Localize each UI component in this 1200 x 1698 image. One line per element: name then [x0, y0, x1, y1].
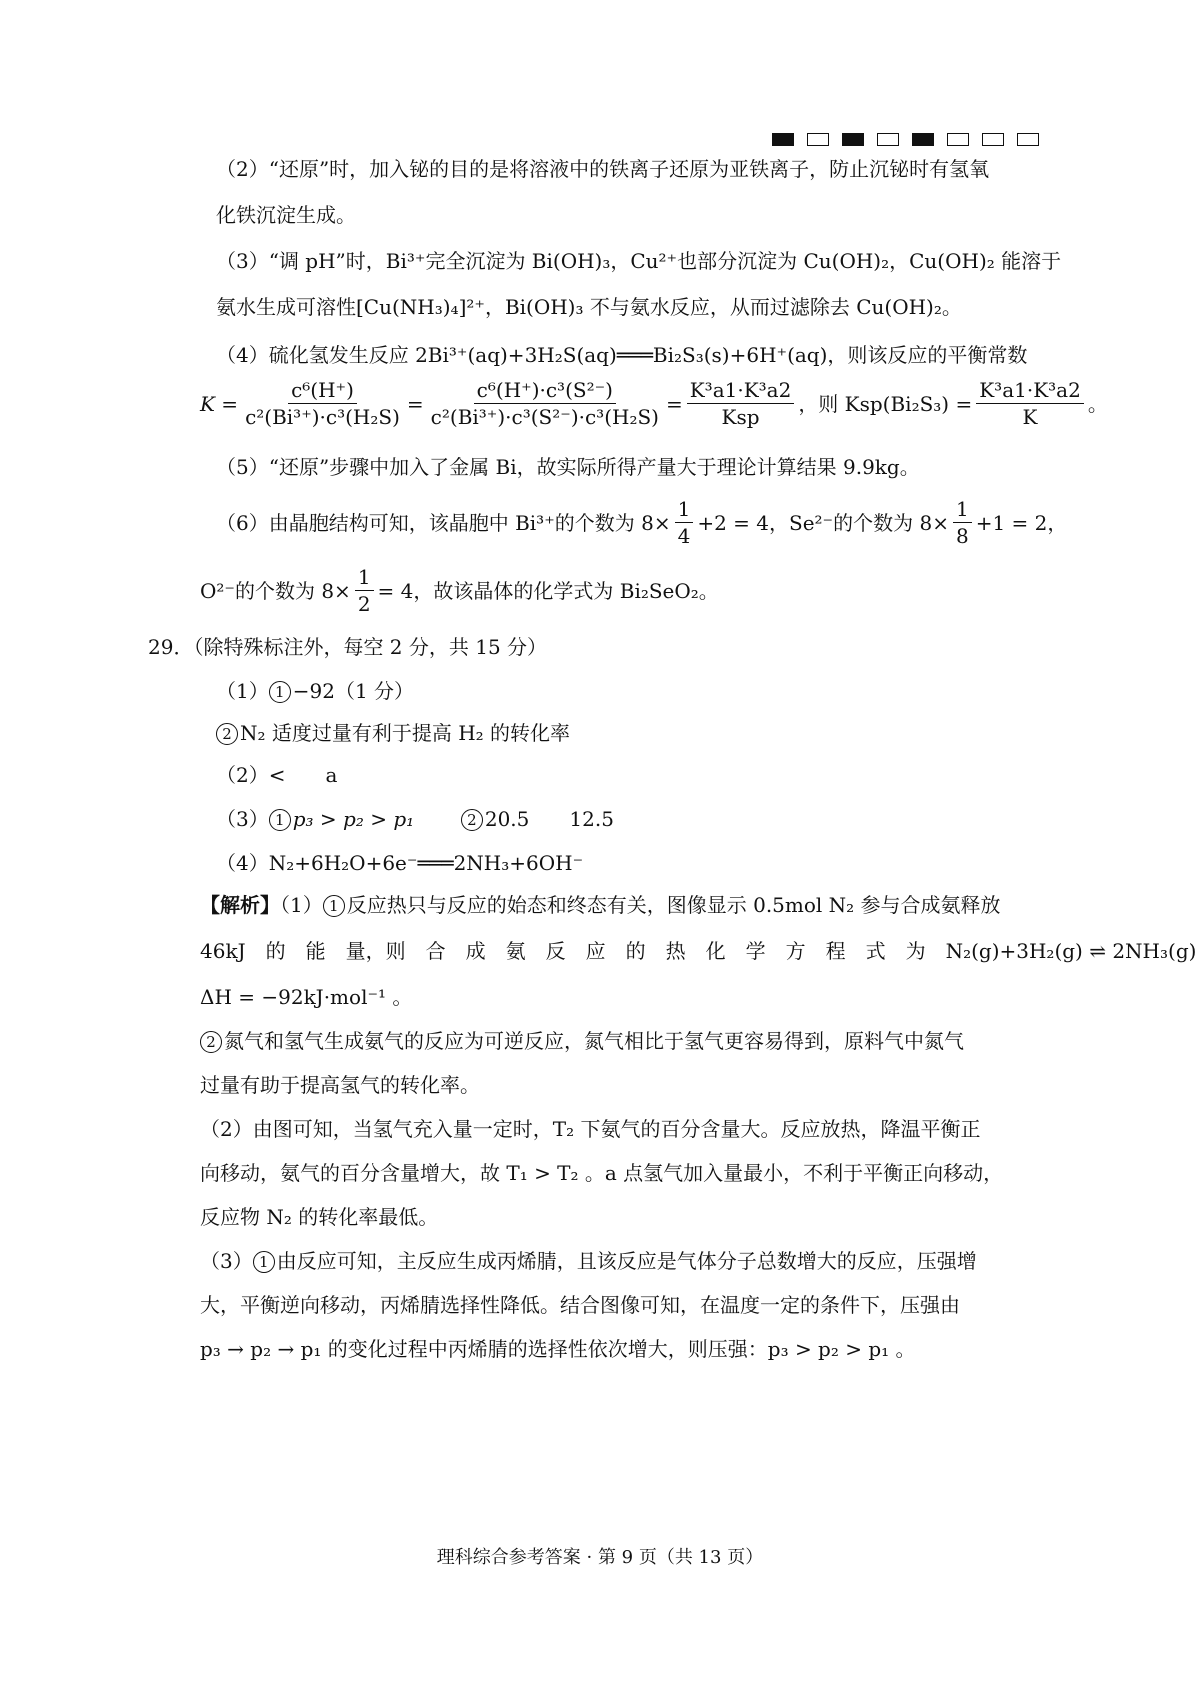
jiexi-4-label: （3）: [200, 1249, 253, 1273]
p28-4-line1: （4）硫化氢发生反应 2Bi³⁺(aq)+3H₂S(aq)═══Bi₂S₃(s)+6H⁺(aq)，则该反应的平衡常数: [216, 343, 1028, 367]
jiexi-4-text: 由反应可知，主反应生成丙烯腈，且该反应是气体分子总数增大的反应，压强增: [276, 1249, 977, 1273]
eq-mid: ，则 Ksp(Bi₂S₃) =: [798, 391, 973, 416]
frac-den: 2: [357, 592, 371, 616]
jiexi-1-label: （1）: [280, 893, 323, 917]
p28-2-line1: （2）“还原”时，加入铋的目的是将溶液中的铁离子还原为亚铁离子，防止沉铋时有氢氧: [216, 157, 990, 181]
eq-equals: =: [406, 391, 424, 416]
q29-a1-2-value: N₂ 适度过量有利于提高 H₂ 的转化率: [240, 721, 571, 745]
jiexi-3-line3: 反应物 N₂ 的转化率最低。: [200, 1205, 439, 1229]
square: [982, 133, 1004, 146]
q29-a1-2: [216, 720, 570, 746]
eq-frac3-num: K³a1·K³a2: [687, 379, 795, 404]
eq-frac4-num: K³a1·K³a2: [976, 379, 1084, 404]
eq-frac2-den: c²(Bi³⁺)·c³(S²⁻)·c³(H₂S): [430, 405, 659, 429]
header-squares: [772, 133, 1039, 146]
square: [772, 133, 794, 146]
jiexi-line1: [200, 892, 1001, 918]
jiexi-4-line1: [200, 1248, 977, 1274]
jiexi-line3: ΔH = −92kJ·mol⁻¹ 。: [200, 985, 413, 1009]
p28-6-frac2: [953, 498, 972, 547]
eq-frac3: [687, 379, 795, 428]
square: [877, 133, 899, 146]
eq-equals: =: [665, 391, 683, 416]
jiexi-2-line1: [200, 1028, 964, 1054]
p28-5: （5）“还原”步骤中加入了金属 Bi，故实际所得产量大于理论计算结果 9.9kg。: [216, 455, 920, 479]
jiexi-2-text: 氮气和氢气生成氨气的反应为可逆反应，氮气相比于氢气更容易得到，原料气中氮气: [224, 1029, 964, 1053]
square: [807, 133, 829, 146]
jiexi-4-line2: 大，平衡逆向移动，丙烯腈选择性降低。结合图像可知，在温度一定的条件下，压强由: [200, 1293, 960, 1317]
q29-a2: （2）< a: [216, 763, 338, 787]
p28-2-line2: 化铁沉淀生成。: [216, 203, 356, 227]
p28-6-b: +2 = 4，Se²⁻的个数为 8×: [697, 510, 949, 535]
p28-6-e: = 4，故该晶体的化学式为 Bi₂SeO₂。: [377, 578, 719, 603]
q29-a3-value: p₃ > p₂ > p₁: [292, 807, 415, 831]
square: [1017, 133, 1039, 146]
eq-frac2-num: c⁶(H⁺)·c³(S²⁻): [474, 379, 616, 404]
jiexi-line2: 46kJ 的 能 量，则 合 成 氨 反 应 的 热 化 学 方 程 式 为 N₂(g)+3H₂(g) ⇌ 2NH₃(g): [200, 939, 1197, 963]
eq-frac1-num: c⁶(H⁺): [288, 379, 357, 404]
circled-1: 1: [253, 1251, 275, 1273]
q29-a3: [216, 806, 614, 832]
eq-frac4: [976, 379, 1084, 428]
p28-6-c: +1 = 2，: [975, 510, 1068, 535]
jiexi-4-line3: p₃ → p₂ → p₁ 的变化过程中丙烯腈的选择性依次增大，则压强：p₃ > p₂ > p₁ 。: [200, 1337, 916, 1361]
circled-2: 2: [200, 1031, 222, 1053]
p28-6-frac1: [675, 498, 694, 547]
eq-lhs: K =: [200, 391, 239, 416]
frac-den: 4: [677, 524, 691, 548]
circled-1: 1: [269, 809, 291, 831]
jiexi-1-text: 反应热只与反应的始态和终态有关，图像显示 0.5mol N₂ 参与合成氨释放: [346, 893, 1001, 917]
q29-a1-value: −92（1 分）: [292, 679, 415, 703]
jiexi-tag: 【解析】: [200, 893, 280, 917]
eq-frac4-den: K: [1022, 405, 1038, 429]
jiexi-3-line1: （2）由图可知，当氢气充入量一定时，T₂ 下氨气的百分含量大。反应放热，降温平衡正: [200, 1117, 981, 1141]
q29-a1-label: （1）: [216, 679, 269, 703]
p28-6-frac3: [355, 566, 374, 615]
jiexi-2-line2: 过量有助于提高氢气的转化率。: [200, 1073, 480, 1097]
q29-a4: （4）N₂+6H₂O+6e⁻═══2NH₃+6OH⁻: [216, 851, 584, 875]
circled-2: 2: [461, 809, 483, 831]
circled-2: 2: [216, 723, 238, 745]
eq-frac2: [428, 379, 662, 428]
jiexi-3-line2: 向移动，氨气的百分含量增大，故 T₁ > T₂ 。a 点氢气加入量最小，不利于平衡正向移动，: [200, 1161, 1004, 1185]
square: [842, 133, 864, 146]
p28-6-d: O²⁻的个数为 8×: [200, 578, 351, 603]
p28-3-line1: （3）“调 pH”时，Bi³⁺完全沉淀为 Bi(OH)₃，Cu²⁺也部分沉淀为 Cu(OH)₂，Cu(OH)₂ 能溶于: [216, 249, 1062, 273]
eq-end: 。: [1087, 391, 1108, 416]
page-footer: 理科综合参考答案 · 第 9 页（共 13 页）: [436, 1547, 764, 1568]
q29-title: 29．（除特殊标注外，每空 2 分，共 15 分）: [148, 635, 548, 659]
circled-1: 1: [323, 895, 345, 917]
square: [947, 133, 969, 146]
p28-6-line1: [216, 498, 1067, 547]
square: [912, 133, 934, 146]
eq-frac1: [242, 379, 403, 428]
p28-6-a: （6）由晶胞结构可知，该晶胞中 Bi³⁺的个数为 8×: [216, 510, 671, 535]
eq-frac1-den: c²(Bi³⁺)·c³(H₂S): [245, 405, 400, 429]
q29-a1: [216, 678, 414, 704]
p28-3-line2: 氨水生成可溶性[Cu(NH₃)₄]²⁺，Bi(OH)₃ 不与氨水反应，从而过滤除去 Cu(OH)₂。: [216, 295, 962, 319]
frac-num: 1: [355, 566, 374, 591]
p28-4-equation: [200, 379, 1108, 428]
frac-num: 1: [675, 498, 694, 523]
frac-num: 1: [953, 498, 972, 523]
circled-1: 1: [269, 681, 291, 703]
q29-a3-label: （3）: [216, 807, 269, 831]
frac-den: 8: [955, 524, 969, 548]
q29-a3-value2: 20.5 12.5: [484, 807, 614, 831]
eq-frac3-den: Ksp: [721, 405, 760, 429]
p28-6-line2: [200, 566, 719, 615]
